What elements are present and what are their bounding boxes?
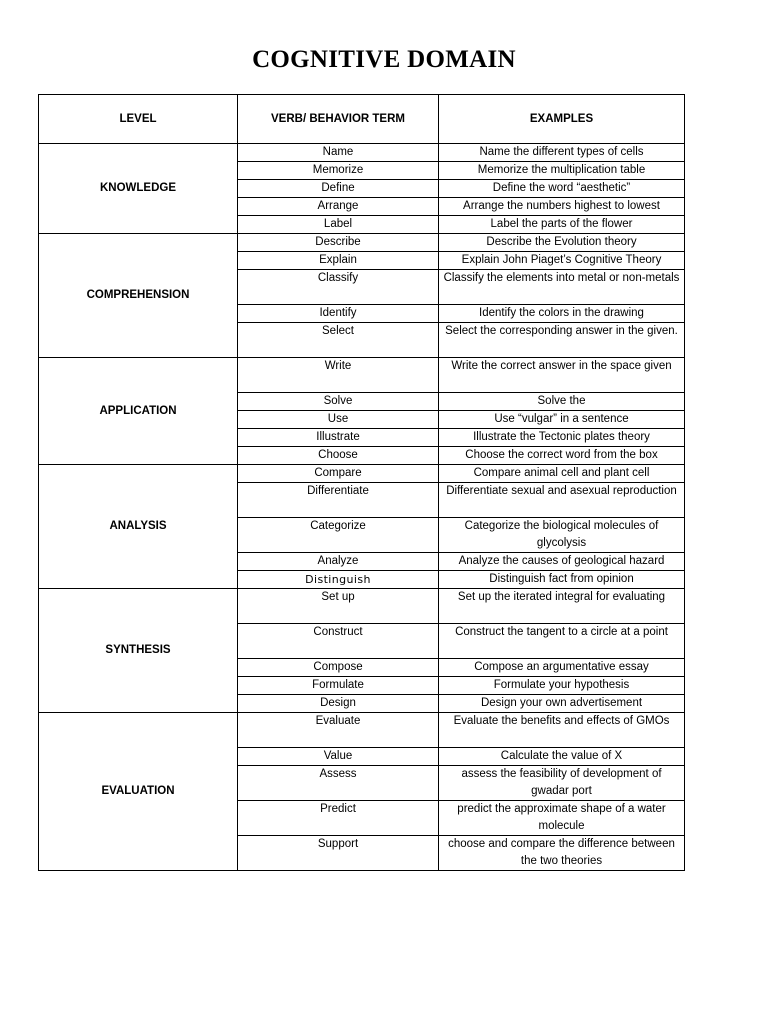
verb-cell: Label [238, 216, 439, 234]
verb-cell: Evaluate [238, 713, 439, 748]
table-row [39, 589, 685, 624]
verb-cell: Distinguish [238, 571, 439, 589]
verb-cell: Predict [238, 801, 439, 836]
verb-cell: Design [238, 695, 439, 713]
level-cell: SYNTHESIS [39, 589, 238, 713]
verb-cell: Name [238, 144, 439, 162]
example-cell: Name the different types of cells [439, 144, 685, 162]
example-cell: predict the approximate shape of a water molecule [439, 801, 685, 836]
verb-cell: Use [238, 411, 439, 429]
verb-cell: Explain [238, 252, 439, 270]
verb-cell: Classify [238, 270, 439, 305]
verb-cell: Solve [238, 393, 439, 411]
verb-cell: Formulate [238, 677, 439, 695]
header-verb: VERB/ BEHAVIOR TERM [238, 95, 439, 144]
example-cell: Define the word “aesthetic” [439, 180, 685, 198]
table-row [39, 465, 685, 483]
level-cell: KNOWLEDGE [39, 144, 238, 234]
example-cell: Identify the colors in the drawing [439, 305, 685, 323]
verb-cell: Choose [238, 447, 439, 465]
cognitive-domain-table [38, 94, 685, 871]
verb-cell: Describe [238, 234, 439, 252]
verb-cell: Write [238, 358, 439, 393]
table-row [39, 713, 685, 748]
verb-cell: Categorize [238, 518, 439, 553]
example-cell: Calculate the value of X [439, 748, 685, 766]
page-title: COGNITIVE DOMAIN [252, 46, 516, 73]
example-cell: Write the correct answer in the space given [439, 358, 685, 393]
example-cell: Memorize the multiplication table [439, 162, 685, 180]
example-cell: Choose the correct word from the box [439, 447, 685, 465]
table-header-row [39, 95, 685, 144]
verb-cell: Assess [238, 766, 439, 801]
verb-cell: Differentiate [238, 483, 439, 518]
example-cell: Distinguish fact from opinion [439, 571, 685, 589]
table-row [39, 234, 685, 252]
example-cell: choose and compare the difference between the two theories [439, 836, 685, 871]
verb-cell: Arrange [238, 198, 439, 216]
table-row [39, 144, 685, 162]
table-row [39, 358, 685, 393]
example-cell: Compare animal cell and plant cell [439, 465, 685, 483]
verb-cell: Set up [238, 589, 439, 624]
verb-cell: Value [238, 748, 439, 766]
example-cell: Illustrate the Tectonic plates theory [439, 429, 685, 447]
level-cell: EVALUATION [39, 713, 238, 871]
example-cell: Use “vulgar” in a sentence [439, 411, 685, 429]
example-cell: Formulate your hypothesis [439, 677, 685, 695]
level-cell: ANALYSIS [39, 465, 238, 589]
example-cell: Categorize the biological molecules of glycolysis [439, 518, 685, 553]
example-cell: Differentiate sexual and asexual reproduction [439, 483, 685, 518]
verb-cell: Define [238, 180, 439, 198]
verb-cell: Memorize [238, 162, 439, 180]
level-cell: APPLICATION [39, 358, 238, 465]
example-cell: Analyze the causes of geological hazard [439, 553, 685, 571]
verb-cell: Illustrate [238, 429, 439, 447]
example-cell: Evaluate the benefits and effects of GMOs [439, 713, 685, 748]
example-cell: Construct the tangent to a circle at a point [439, 624, 685, 659]
verb-cell: Identify [238, 305, 439, 323]
example-cell: Explain John Piaget’s Cognitive Theory [439, 252, 685, 270]
header-level: LEVEL [39, 95, 238, 144]
example-cell: Compose an argumentative essay [439, 659, 685, 677]
example-cell: Solve the [439, 393, 685, 411]
example-cell: Select the corresponding answer in the given. [439, 323, 685, 358]
example-cell: Classify the elements into metal or non-metals [439, 270, 685, 305]
example-cell: assess the feasibility of development of gwadar port [439, 766, 685, 801]
header-examples: EXAMPLES [439, 95, 685, 144]
verb-cell: Construct [238, 624, 439, 659]
verb-cell: Support [238, 836, 439, 871]
example-cell: Label the parts of the flower [439, 216, 685, 234]
example-cell: Arrange the numbers highest to lowest [439, 198, 685, 216]
verb-cell: Analyze [238, 553, 439, 571]
example-cell: Set up the iterated integral for evaluating [439, 589, 685, 624]
verb-cell: Select [238, 323, 439, 358]
level-cell: COMPREHENSION [39, 234, 238, 358]
example-cell: Design your own advertisement [439, 695, 685, 713]
example-cell: Describe the Evolution theory [439, 234, 685, 252]
verb-cell: Compose [238, 659, 439, 677]
verb-cell: Compare [238, 465, 439, 483]
